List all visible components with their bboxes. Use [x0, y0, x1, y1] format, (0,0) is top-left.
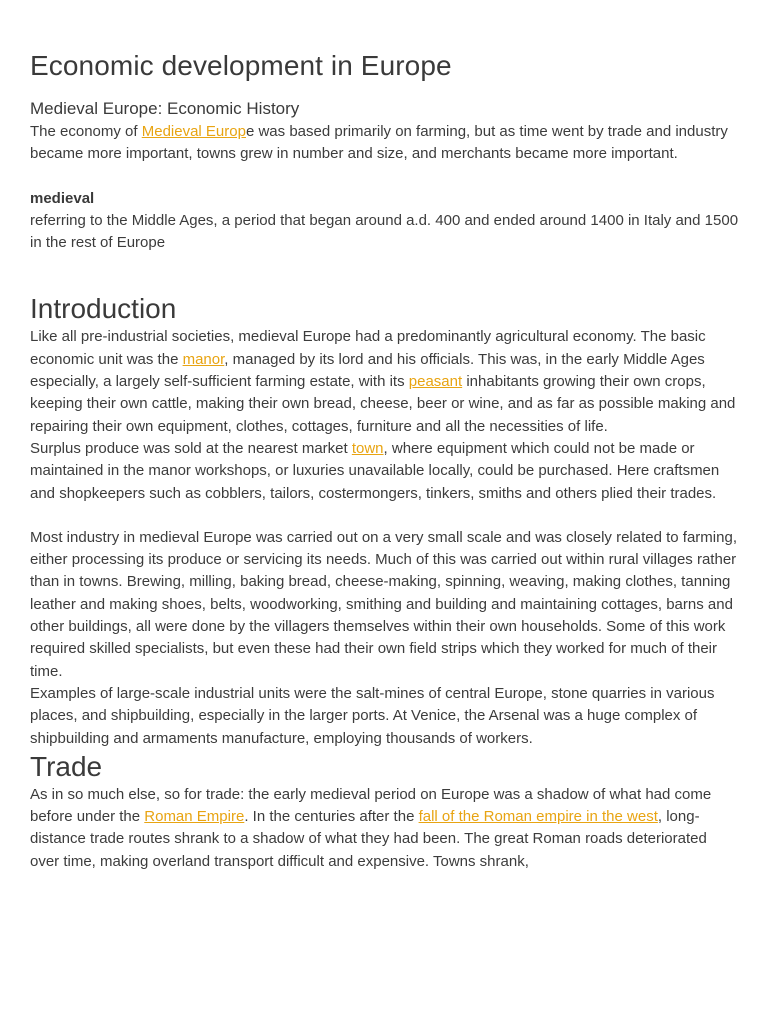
- trade-p1-text-3: , long-distance trade routes shrank to a shadow of what they had been. The great Roman roads deteriorated over time, making overland transport difficult and expensive. Towns shrank,: [30, 808, 707, 870]
- intro-text-before: The economy of: [30, 123, 142, 140]
- page-title: Economic development in Europe: [30, 50, 452, 81]
- intro-text-after: e was based primarily on farming, but as time went by trade and industry became more important, towns grew in number and size, and merchants became more important.: [30, 123, 728, 163]
- trade-paragraph-1: [30, 784, 739, 873]
- introduction-paragraph-4: Examples of large-scale industrial units were the salt-mines of central Europe, stone quarries in various places, and shipbuilding, especially in the larger ports. At Venice, the Arsenal was a huge complex of shipbuilding and armaments manufacture, employing thousands of workers.: [30, 684, 715, 747]
- introduction-paragraph-1: [30, 326, 739, 437]
- definition-text: referring to the Middle Ages, a period that began around a.d. 400 and ended around 1400 in Italy and 1500 in the rest of Europe: [30, 211, 739, 252]
- introduction-heading: Introduction: [30, 293, 177, 325]
- intro-p2-text-1: Surplus produce was sold at the nearest market: [30, 439, 352, 457]
- fall-of-roman-empire-link[interactable]: fall of the Roman empire in the west: [418, 808, 658, 826]
- trade-heading: Trade: [30, 750, 103, 782]
- manor-link[interactable]: manor: [182, 350, 225, 368]
- introduction-paragraph-2: [30, 438, 739, 505]
- intro-p1-text-2: , managed by its lord and his officials. This was, in the early Middle Ages especially, a largely self-sufficient farming estate, with its: [30, 350, 705, 391]
- intro-p2-text-2: , where equipment which could not be made or maintained in the manor workshops, or luxuries unavailable locally, could be purchased. Here craftsmen and shopkeepers such as cobblers, tailors, costermongers, tinkers, smiths and others plied their trades.: [30, 439, 720, 502]
- spacer: [30, 166, 739, 188]
- town-link[interactable]: town: [351, 439, 384, 457]
- roman-empire-link[interactable]: Roman Empire: [144, 808, 245, 826]
- spacer: [30, 254, 739, 292]
- definition-term: medieval: [30, 189, 95, 207]
- spacer: [30, 505, 739, 527]
- intro-p1-text-1: Like all pre-industrial societies, medieval Europe had a predominantly agricultural economy. The basic economic unit was the: [30, 328, 706, 368]
- peasant-link[interactable]: peasant: [408, 373, 463, 391]
- medieval-europe-link[interactable]: Medieval Europ: [141, 123, 246, 140]
- article-subtitle: Medieval Europe: Economic History: [30, 99, 300, 118]
- trade-p1-text-2: . In the centuries after the: [244, 808, 419, 826]
- intro-paragraph: [30, 121, 739, 166]
- intro-p1-text-3: inhabitants growing their own crops, keeping their own cattle, making their own bread, cheese, beer or wine, and as far as possible making and repairing their own equipment, clothes, cottages, furniture and all the necessities of life.: [30, 373, 736, 435]
- introduction-paragraph-3: Most industry in medieval Europe was carried out on a very small scale and was closely related to farming, either processing its produce or servicing its needs. Much of this was carried out within rural villages rather than in towns. Brewing, milling, baking bread, cheese-making, spinning, weaving, making clothes, tanning leather and making shoes, belts, woodworking, smithing and building and maintaining cottages, barns and other buildings, all were done by the villagers themselves within their own households. Some of this work required skilled specialists, but even these had their own field strips which they worked for much of their time.: [30, 528, 737, 680]
- trade-p1-text-1: As in so much else, so for trade: the early medieval period on Europe was a shadow of what had come before under the: [30, 785, 712, 826]
